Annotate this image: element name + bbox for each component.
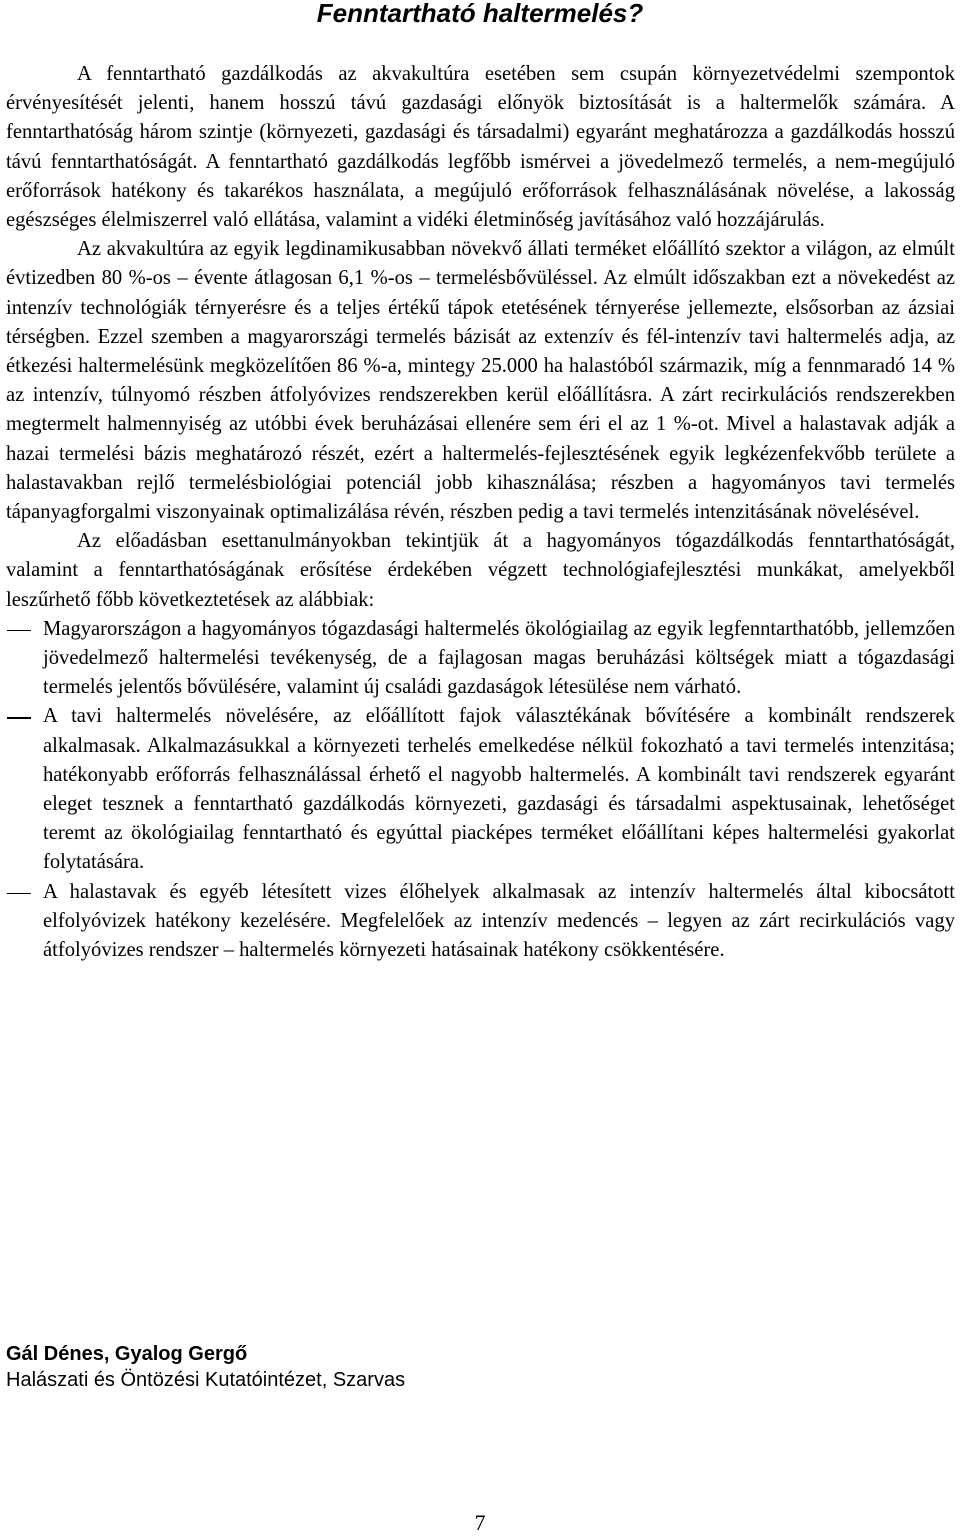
dash-bullet-icon — [7, 630, 31, 632]
list-item — [6, 615, 955, 703]
author-names: Gál Dénes, Gyalog Gergő — [6, 1343, 248, 1365]
list-item-text: Magyarországon a hagyományos tógazdasági haltermelés ökológiailag az egyik legfenntarthatóbb, jellemzően jövedelmező haltermelési tevékenység, de a fajlagosan magas beruházási költségek miatt a tógazdasági termelés jelentős bővülésére, valamint új családi gazdaságok létesülése nem várható. — [43, 617, 955, 699]
author-affiliation: Halászati és Öntözési Kutatóintézet, Szarvas — [6, 1369, 406, 1391]
list-item — [6, 702, 955, 877]
document-body — [6, 60, 955, 965]
paragraph-intro: A fenntartható gazdálkodás az akvakultúra esetében sem csupán környezetvédelmi szempontok érvényesítését jelenti, hanem hosszú távú gazdasági előnyök biztosítását is a haltermelők számára. A fenntarthatóság három szintje (környezeti, gazdasági és társadalmi) egyaránt meghatározza a gazdálkodás hosszú távú fenntarthatóságát. A fenntartható gazdálkodás legfőbb ismérvei a jövedelmező termelés, a nem-megújuló erőforrások hatékony és takarékos használata, a megújuló erőforrások felhasználásának növelése, a lakosság egészséges élelmiszerrel való ellátása, valamint a vidéki életminőség javításához való hozzájárulás. — [6, 63, 955, 232]
dash-bullet-icon — [7, 893, 31, 895]
conclusions-list — [6, 615, 955, 965]
page-number: 7 — [474, 1510, 486, 1535]
paragraph-aquaculture: Az akvakultúra az egyik legdinamikusabban növekvő állati terméket előállító szektor a világon, az elmúlt évtizedben 80 %-os – évente átlagosan 6,1 %-os – termelésbővüléssel. Az elmúlt időszakban ezt a növekedést az intenzív technológiák térnyerésre és a teljes értékű tápok etetésének térnyerése jellemezte, elsősorban az ázsiai térségben. Ezzel szemben a magyarországi termelés bázisát az extenzív és fél-intenzív tavi haltermelés adja, az étkezési haltermelésünk megközelítően 86 %-a, mintegy 25.000 ha halastóból származik, míg a fennmaradó 14 % az intenzív, túlnyomó részben átfolyóvizes rendszerekben kerül előállításra. A zárt recirkulációs rendszerekben megtermelt halmennyiség az utóbbi évek beruházásai ellenére sem éri el az 1 %-ot. Mivel a halastavak adják a hazai termelési bázis meghatározó részét, ezért a haltermelés-fejlesztésének egyik legkézenfekvőbb területe a halastavakban rejlő termelésbiológiai potenciál jobb kihasználása; részben a hagyományos tavi termelés tápanyagforgalmi viszonyainak optimalizálása révén, részben pedig a tavi termelés intenzitásának növelésével. — [6, 238, 955, 524]
list-item-text: A tavi haltermelés növelésére, az előállított fajok választékának bővítésére a kombinált rendszerek alkalmasak. Alkalmazásukkal a környezeti terhelés emelkedése nélkül fokozható a tavi termelés intenzitása; hatékonyabb erőforrás felhasználással érhető el nagyobb haltermelés. A kombinált tavi rendszerek egyaránt eleget tesznek a fenntartható gazdálkodás környezeti, gazdasági és társadalmi aspektusainak, lehetőséget teremt az ökológiailag fenntartható és egyúttal piacképes terméket előállítani képes haltermelési gyakorlat folytatására. — [43, 705, 955, 874]
list-item — [6, 878, 955, 966]
paragraph-presentation: Az előadásban esettanulmányokban tekintjük át a hagyományos tógazdálkodás fenntarthatóságát, valamint a fenntarthatóságának erősítése érdekében végzett technológiafejlesztési munkákat, amelyekből leszűrhető főbb következtetések az alábbiak: — [6, 530, 955, 611]
dash-bullet-icon — [7, 717, 31, 719]
list-item-text: A halastavak és egyéb létesített vizes élőhelyek alkalmasak az intenzív haltermelés által kibocsátott elfolyóvizek hatékony kezelésére. Megfelelőek az intenzív medencés – legyen az zárt recirkulációs vagy átfolyóvizes rendszer – haltermelés környezeti hatásainak hatékony csökkentésére. — [43, 880, 955, 962]
document-title: Fenntartható haltermelés? — [316, 0, 644, 28]
